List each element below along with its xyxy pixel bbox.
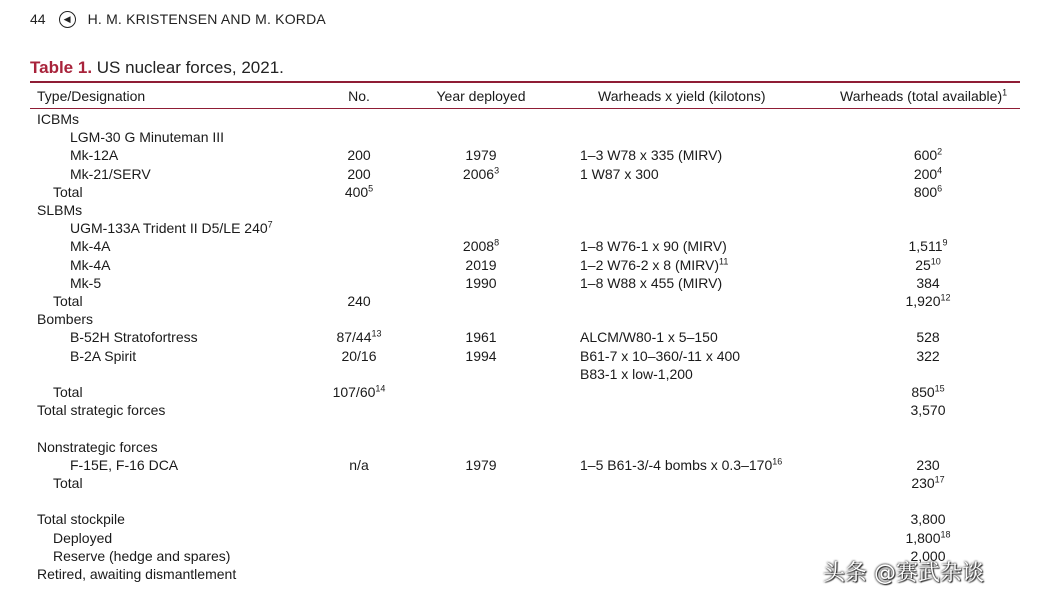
column-header-year: Year deployed: [436, 88, 526, 104]
footnote-marker: 1: [1002, 87, 1008, 98]
footnote-marker: 9: [942, 237, 948, 248]
cell-type: B-2A Spirit: [70, 347, 137, 364]
cell-year: 1994: [465, 347, 497, 364]
cell-type: Deployed: [53, 529, 113, 546]
cell-type: Total: [53, 293, 83, 309]
cell-warheads: 1,920$^{12}$: [905, 292, 951, 309]
running-header-authors: H. M. KRISTENSEN AND M. KORDA: [87, 11, 326, 27]
cell-type: Total stockpile: [37, 511, 125, 528]
column-header-no: No.: [348, 88, 370, 104]
cell-no: 200: [347, 147, 371, 164]
cell-type: Mk-21/SERV: [70, 165, 151, 182]
cell-yield: 1–5 B61-3/-4 bombs x $0.3-170^{16}$: [580, 456, 783, 473]
footnote-marker: 2: [937, 146, 943, 157]
cell-warheads: $200^4$: [913, 164, 943, 182]
table-caption-text: US nuclear forces, 2021.: [92, 58, 284, 77]
cell-year: 2008$^8$: [462, 237, 500, 255]
cell-warheads: 1,511$^9$: [908, 237, 948, 255]
cell-warheads: 3,800: [910, 511, 946, 528]
footnote-marker: 10: [930, 255, 941, 266]
cell-yield: 1–3 W78 x 335 (MIRV): [580, 147, 723, 164]
cell-warheads: 3,570: [910, 402, 946, 419]
cell-warheads: $230^{17}$: [911, 474, 945, 491]
cell-type: ICBMs: [37, 111, 79, 127]
footnote-marker: 8: [494, 237, 500, 248]
footnote-marker: 3: [494, 164, 500, 175]
footnote-marker: 6: [937, 183, 943, 194]
cell-warheads: $25^{10}$: [915, 255, 941, 273]
cell-year: 1990: [465, 274, 497, 291]
cell-type: Nonstrategic forces: [37, 438, 158, 455]
footnote-marker: 7: [267, 219, 273, 230]
cell-yield: ALCM/W80-1 x 5–150: [580, 329, 718, 346]
cell-no: 240: [347, 293, 371, 309]
cell-year: 2019: [465, 256, 497, 273]
cell-no: $87/44^{13}$: [336, 328, 382, 346]
cell-type: Bombers: [37, 311, 94, 328]
footnote-marker: 18: [940, 528, 951, 539]
cell-no: $107/60^{14}$: [332, 383, 386, 400]
cell-type: SLBMs: [37, 202, 83, 218]
cell-year: 2006$^3$: [462, 164, 500, 182]
table-caption-label: Table 1.: [30, 58, 93, 77]
footnote-marker: 5: [368, 183, 374, 194]
cell-type: Total strategic forces: [37, 402, 166, 419]
footnote-marker: 15: [934, 383, 945, 394]
cell-warheads: 322: [916, 347, 940, 364]
footnote-marker: 17: [934, 474, 945, 485]
column-header-yield: Warheads x yield (kilotons): [598, 88, 766, 104]
table-top-rule: [30, 81, 1020, 83]
page-number: 44: [30, 11, 46, 27]
watermark: 头条 @赛武杂谈: [823, 561, 984, 586]
running-header: [30, 9, 326, 29]
cell-type: Mk-5: [70, 274, 102, 291]
cell-type: Reserve (hedge and spares): [53, 547, 231, 564]
cell-yield: 1–2 W76-2 x 8 (MIRV)$^{11}$: [580, 255, 729, 273]
cell-warheads: $850^{15}$: [911, 383, 945, 400]
publisher-logo-icon: ◀: [59, 11, 76, 28]
cell-warheads: 1,800$^{18}$: [905, 528, 951, 546]
cell-type: Total: [53, 475, 83, 491]
cell-warheads: $600^2$: [913, 146, 943, 164]
cell-type: Retired, awaiting dismantlement: [37, 566, 237, 582]
footnote-marker: 16: [772, 456, 783, 467]
footnote-marker: 11: [719, 255, 729, 266]
cell-no: 200: [347, 165, 371, 182]
cell-warheads: 2,000: [910, 547, 946, 564]
cell-yield: 1–8 W88 x 455 (MIRV): [580, 274, 723, 291]
cell-type: Mk-4A: [70, 238, 111, 255]
footnote-marker: 14: [375, 383, 386, 394]
footnote-marker: 12: [940, 292, 951, 303]
cell-type: LGM-30 G Minuteman III: [70, 129, 225, 146]
cell-yield: B61-7 x 10–360/-11 x 400: [580, 347, 741, 364]
cell-yield: 1–8 W76-1 x 90 (MIRV): [580, 238, 727, 255]
cell-warheads: $800^6$: [913, 183, 943, 200]
cell-warheads: 528: [916, 329, 940, 346]
column-header-type: Type/Designation: [37, 88, 146, 104]
cell-type: B-52H Stratofortress: [70, 329, 198, 346]
column-header-warheads: Warheads (total available)$^1$: [840, 87, 1008, 104]
cell-yield: B83-1 x low-1,200: [580, 365, 693, 382]
cell-type: Mk-12A: [70, 147, 119, 164]
footnote-marker: 13: [371, 328, 382, 339]
cell-no: 20/16: [341, 347, 377, 364]
cell-type: Total: [53, 183, 83, 200]
cell-type: Mk-4A: [70, 256, 111, 273]
cell-type: F-15E, F-16 DCA: [70, 456, 179, 473]
cell-year: 1979: [465, 456, 497, 473]
cell-year: 1961: [465, 329, 497, 346]
cell-warheads: 230: [916, 456, 940, 473]
footnote-marker: 4: [937, 164, 943, 175]
cell-no: n/a: [349, 456, 369, 473]
cell-type: Total: [53, 384, 83, 400]
table-header-rule: [30, 108, 1020, 109]
cell-no: $400^5$: [344, 183, 374, 200]
table-caption: [30, 58, 284, 78]
cell-type: UGM-133A Trident II D5/LE $240^7$: [70, 219, 273, 237]
cell-yield: 1 W87 x 300: [580, 165, 659, 182]
cell-year: 1979: [465, 147, 497, 164]
cell-warheads: 384: [916, 274, 940, 291]
